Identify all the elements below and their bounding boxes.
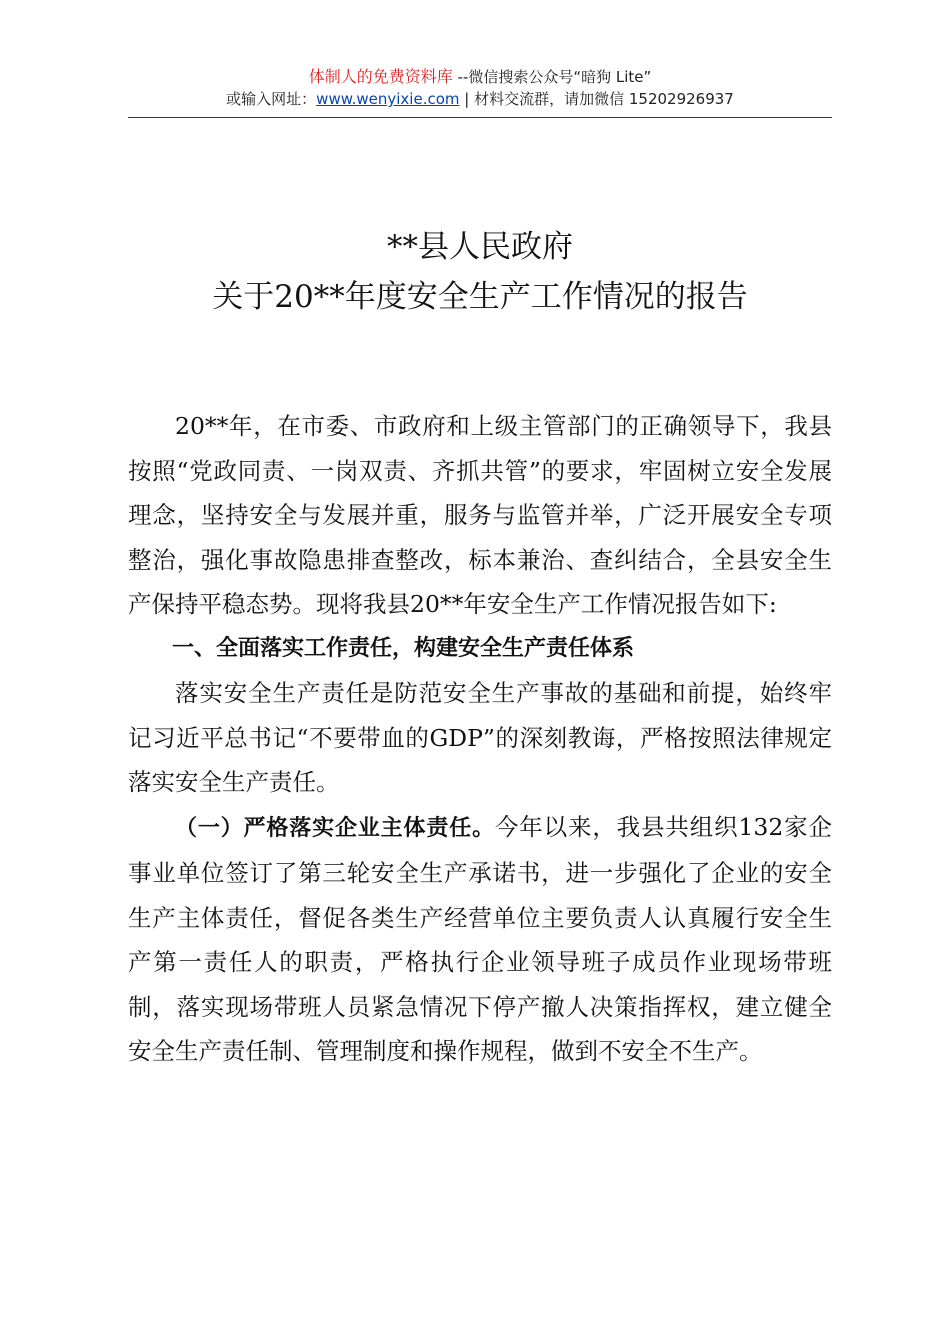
title-line-2: 关于20**年度安全生产工作情况的报告	[212, 279, 748, 315]
header-url-link[interactable]: www.wenyixie.com	[316, 90, 460, 108]
document-body	[128, 404, 832, 1074]
intro-paragraph: 20**年，在市委、市政府和上级主管部门的正确领导下，我县按照“党政同责、一岗双责、齐抓共管”的要求，牢固树立安全发展理念，坚持安全与发展并重，服务与监管并举，广泛开展安全专项整治，强化事故隐患排查整改，标本兼治、查纠结合，全县安全生产保持平稳态势。现将我县20**年安全生产工作情况报告如下:	[128, 412, 832, 618]
header-line-2	[128, 88, 832, 110]
header-url-label: 或输入网址：	[226, 90, 317, 108]
header-contact: 材料交流群，请加微信 15202926937	[474, 90, 734, 108]
section-1-paragraph: 落实安全生产责任是防范安全生产事故的基础和前提，始终牢记习近平总书记“不要带血的GDP”的深刻教诲，严格按照法律规定落实安全生产责任。	[128, 679, 832, 796]
title-line-1: **县人民政府	[387, 229, 573, 265]
document-title	[128, 222, 832, 322]
header-separator: |	[459, 90, 475, 108]
header-slogan: --微信搜索公众号“暗狗 Lite”	[452, 68, 652, 86]
page-header	[128, 66, 832, 110]
subsection-1-text: 今年以来，我县共组织132家企事业单位签订了第三轮安全生产承诺书，进一步强化了企业的安全生产主体责任，督促各类生产经营单位主要负责人认真履行安全生产第一责任人的职责，严格执行企业领导班子成员作业现场带班制，落实现场带班人员紧急情况下停产撤人决策指挥权，建立健全安全生产责任制、管理制度和操作规程，做到不安全不生产。	[128, 812, 832, 1065]
subsection-1-paragraph	[128, 805, 832, 1074]
section-1-heading: 一、全面落实工作责任，构建安全生产责任体系	[172, 635, 635, 661]
subsection-1-lead: （一）严格落实企业主体责任。	[175, 815, 495, 841]
header-line-1	[128, 66, 832, 88]
header-brand: 体制人的免费资料库	[308, 67, 453, 86]
header-divider	[128, 117, 832, 118]
